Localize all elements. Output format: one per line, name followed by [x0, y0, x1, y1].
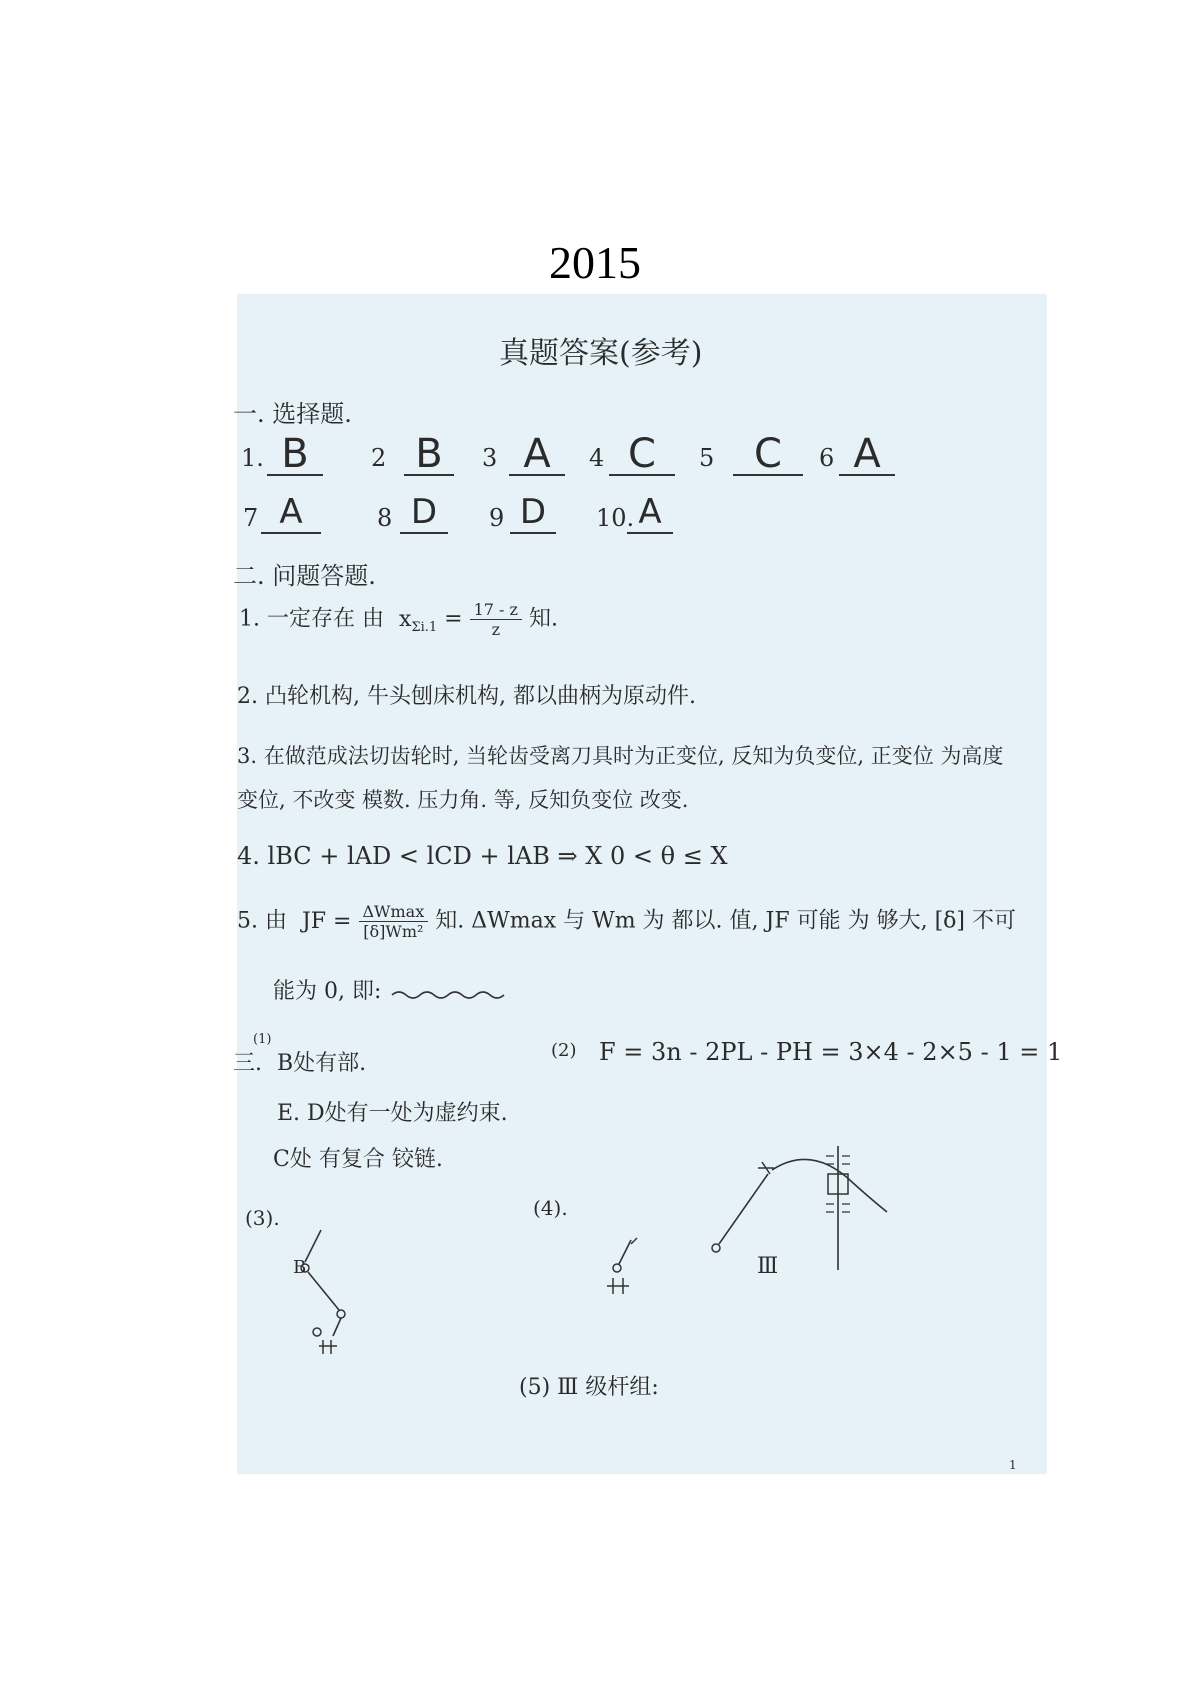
answer-9: D — [510, 492, 556, 534]
answer-num-3: 3 — [482, 444, 498, 472]
answer-num-5: 5 — [699, 444, 715, 472]
sub4-label: (4). — [533, 1196, 568, 1220]
answer-4: C — [609, 434, 675, 476]
answer-num-2: 2 — [371, 444, 387, 472]
answer-num-8: 8 — [377, 504, 393, 532]
answer-7: A — [261, 492, 321, 534]
sub3-label: (3). — [245, 1206, 280, 1230]
answer-6: A — [839, 434, 895, 476]
answer-8: D — [400, 492, 448, 534]
q5-line-2: 能为 0, 即: — [273, 979, 382, 1004]
answer-5: C — [733, 434, 803, 476]
sub1-line-3: C处 有复合 铰链. — [273, 1147, 443, 1172]
section1-title: 一. 选择题. — [233, 400, 352, 428]
sub1-label: (1) — [253, 1032, 272, 1047]
q3-line-2: 变位, 不改变 模数. 压力角. 等, 反知负变位 改变. — [237, 788, 689, 812]
answer-num-9: 9 — [489, 504, 505, 532]
q2-line: 2. 凸轮机构, 牛头刨床机构, 都以曲柄为原动件. — [237, 684, 696, 709]
answer-2: B — [404, 434, 454, 476]
q5-line-1: 5. 由 JF = $\frac{\Delta Wmax}{\text{[δ]Wm²}}$ 知. ΔWmax 与 Wm 为 都以. 值, JF 可能 为 够大, [δ] 不可 — [237, 902, 1016, 941]
sub5-line: (5) Ⅲ 级杆组: — [519, 1375, 659, 1400]
answer-1: B — [267, 434, 323, 476]
answer-num-7: 7 — [243, 504, 259, 532]
q4-line: 4. lBC + lAD < lCD + lAB ⇒ X 0 < θ ≤ X — [237, 842, 728, 870]
answer-num-6: 6 — [819, 444, 835, 472]
sub1-line-1: B处有部. — [277, 1051, 367, 1076]
sub2-formula: F = 3n - 2PL - PH = 3×4 - 2×5 - 1 = 1 — [599, 1038, 1063, 1066]
answer-num-4: 4 — [589, 444, 605, 472]
section2-title: 二. 问题答题. — [233, 562, 376, 590]
section3-title: 三. — [233, 1051, 262, 1076]
answer-3: A — [509, 434, 565, 476]
sketch-4-group-label: Ⅲ — [757, 1254, 779, 1279]
sketch-4-small — [597, 1234, 647, 1314]
answer-10: A — [627, 492, 673, 534]
sub1-line-2: E. D处有一处为虚约束. — [277, 1101, 508, 1126]
page-title: 2015 — [549, 237, 641, 288]
sketch-3-point-b: B — [293, 1257, 307, 1278]
q1-line: 1. 一定存在 由 $x_{\Sigma i.1}$ = $\frac{17 - z}{z}$ 知. — [239, 600, 558, 639]
scanned-answer-sheet — [233, 294, 1063, 1474]
q5-fraction: $\frac{\Delta Wmax}{\text{[δ]Wm²}}$ — [359, 902, 429, 941]
sketch-4-group — [702, 1134, 902, 1284]
q1-fraction: $\frac{17 - z}{z}$ — [470, 600, 522, 639]
sketch-3 — [287, 1224, 377, 1364]
q3-line-1: 3. 在做范成法切齿轮时, 当轮齿受离刀具时为正变位, 反知为负变位, 正变位 为高度 — [237, 744, 1004, 768]
sheet-heading: 真题答案(参考) — [499, 336, 703, 371]
page-number: 1 — [1009, 1458, 1017, 1472]
squiggle-line — [392, 988, 502, 1002]
answer-num-1: 1. — [241, 444, 264, 472]
sub2-label: (2) — [551, 1040, 577, 1061]
answer-num-10: 10. — [596, 504, 635, 532]
